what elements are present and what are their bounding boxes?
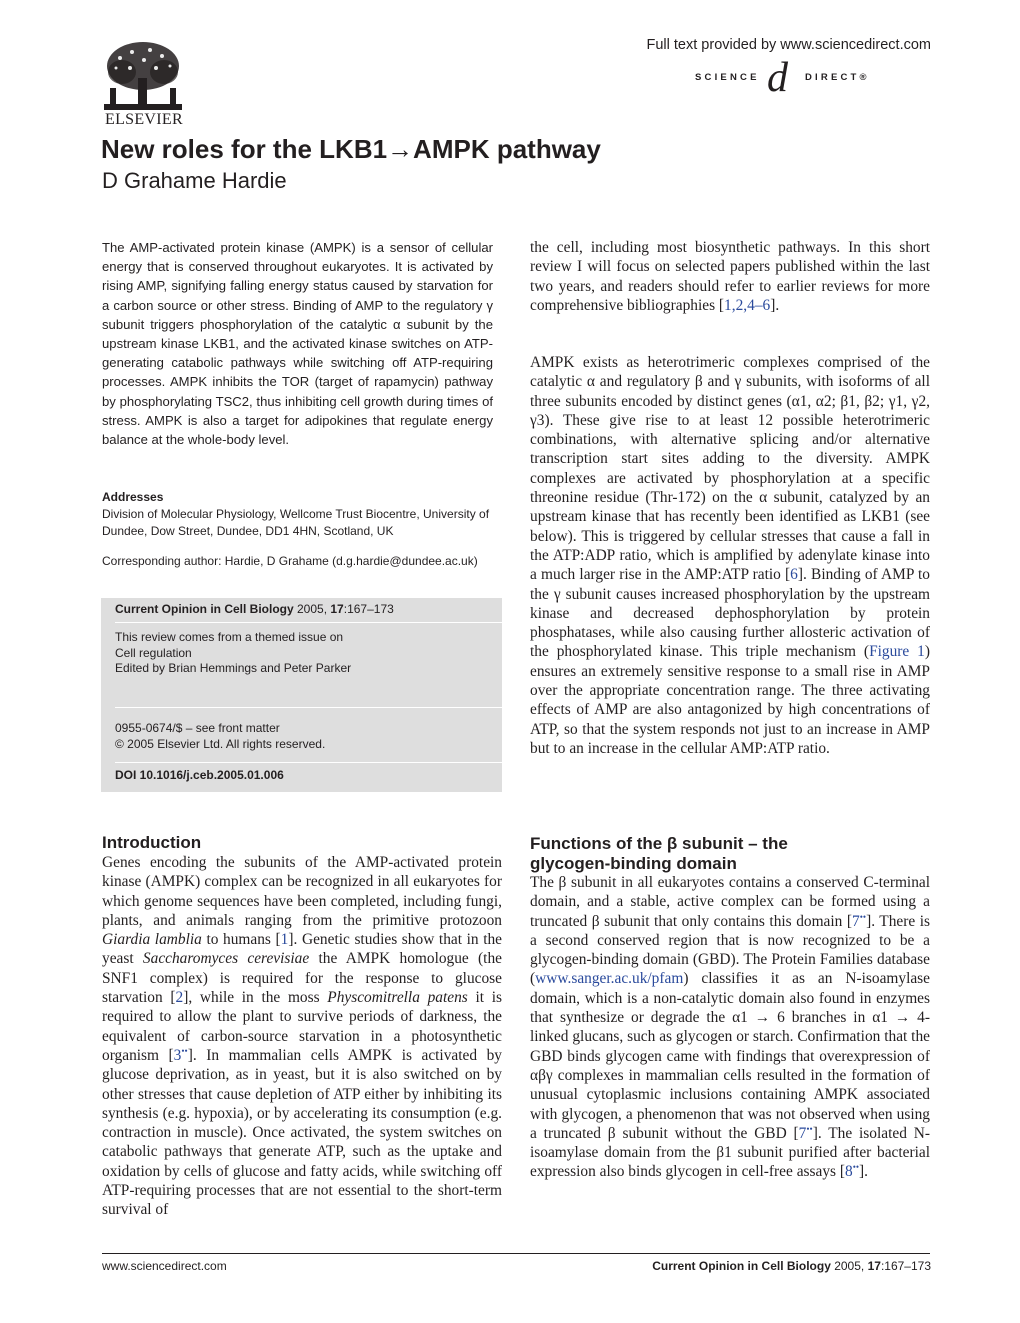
intro-species-2: Saccharomyces cerevisiae [142,950,310,968]
article-author: D Grahame Hardie [102,168,287,193]
publisher-name: ELSEVIER [105,111,183,128]
citation-importance-marker: •• [859,911,867,922]
citation-link[interactable]: 2 [175,989,184,1007]
beta-text-c: ) classifies it as an N-isoamylase domain, which is a non-catalytic domain also found in enzymes that synthesize or degrade the α1 → 6 branches in α1 → 4-linked glucans, such as glycogen or starch. Confirmation that the GBD binds glycogen came with findings that overexpression of αβγ complexes in mammalian cells resulted in the formation of unusual cytoplasmic inclusions containing AMPK associated with glycogen, a phenomenon that was not observed when using a truncated β subunit without the GBD [ [530,970,930,1142]
info-issn: 0955-0674/$ – see front matter [115,721,280,735]
footer-citation [652,1259,931,1273]
footer-pages: :167–173 [880,1259,931,1273]
info-divider [115,707,502,708]
figure-link[interactable]: Figure 1 [869,643,925,661]
beta-subunit-paragraph [530,873,930,1182]
intro-text-2b: the AMPK homologue (the SNF1 complex) is required for the response to glucose starvation [ [102,950,502,1007]
sciencedirect-logo[interactable] [695,55,875,101]
addresses-body: Division of Molecular Physiology, Wellcome Trust Biocentre, University of Dundee, Dow Street, Dundee, DD1 4HN, Scotland, UK [102,507,490,538]
info-doi[interactable]: DOI 10.1016/j.ceb.2005.01.006 [115,768,284,782]
intro-continued-paragraph [530,238,930,315]
beta-heading-line2: glycogen-binding domain [530,854,737,873]
info-journal-pages: :167–173 [343,602,394,616]
article-info-box [101,598,502,792]
beta-text-a: The β subunit in all eukaryotes contains a conserved C-terminal domain, and a stable, active complex can be formed using a truncated β subunit that only contains this domain [ [530,874,930,930]
citation-importance-marker: •• [181,1045,188,1056]
citation-link[interactable]: 7 [798,1124,807,1142]
abstract: The AMP-activated protein kinase (AMPK) is a sensor of cellular energy that is conserved throughout eukaryotes. It is activated by rising AMP, signifying falling energy status caused by starvation for a carbon source or other stress. Binding of AMP to the regulatory γ subunit triggers phosphorylation of the catalytic α subunit by the upstream kinase LKB1, and the activated kinase switches on ATP-generating catabolic pathways while switching off ATP-requiring processes. AMPK inhibits the TOR (target of rapamycin) pathway by phosphorylating TSC2, thus inhibiting cell growth during times of stress. AMPK is also a target for adipokines that regulate energy balance at the whole-body level. [102,240,493,448]
right-p1-text: the cell, including most biosynthetic pathways. In this short review I will focus on selected papers published within the last two years, and readers should refer to earlier reviews for more comprehensive bibliographies [ [530,239,930,314]
citation-importance-marker: •• [852,1162,860,1173]
citation-link[interactable]: 1,2,4–6 [724,296,771,314]
footer-divider [102,1253,930,1254]
beta-text-b: ]. There is a second conserved region that is now recognized to be a glycogen-binding domain (GBD). The Protein Families database ( [530,912,930,988]
corresponding-author: Corresponding author: Hardie, D Grahame (d.g.hardie@dundee.ac.uk) [102,554,478,568]
beta-text-e: ]. [859,1163,868,1181]
beta-heading-line1: Functions of the β subunit – the [530,834,788,853]
sd-logo-left: SCIENCE [695,72,760,83]
intro-text-2: ]. Genetic studies show that in the yeast [102,931,503,968]
footer-journal: Current Opinion in Cell Biology [652,1259,831,1273]
footer-website[interactable]: www.sciencedirect.com [102,1259,227,1273]
info-journal-volume: 17 [330,602,344,616]
info-journal-year: 2005, [293,602,331,616]
beta-text-d: ]. The isolated N-isoamylase domain from the β1 subunit purified after bacterial expression also binds glycogen in cell-free assays [ [530,1124,930,1181]
right-p2-b: ]. Binding of AMP to the γ subunit causes increased phosphorylation by the upstream kinase and decreased dephosphorylation by protein phosphatases, while also causing further allosteric activation of the phosphorylated kinase. This triple mechanism ( [530,566,930,661]
article-title: New roles for the LKB1→AMPK pathway [101,134,601,164]
citation-importance-marker: •• [806,1123,813,1134]
intro-species-3: Physcomitrella patens [327,989,468,1007]
info-journal-name: Current Opinion in Cell Biology [115,602,294,616]
info-themed-line3: Edited by Brian Hemmings and Peter Parker [115,661,352,676]
citation-link[interactable]: 3 [173,1046,182,1064]
intro-text-3: ], while in the moss [183,989,328,1007]
info-issn-block [115,721,325,752]
intro-species-1: Giardia lamblia [102,931,202,949]
intro-text-1b: to humans [ [201,931,281,949]
citation-link[interactable]: 1 [280,931,289,949]
citation-link[interactable]: 7 [852,912,860,930]
right-p2-a: AMPK exists as heterotrimeric complexes comprised of the catalytic α and regulatory β and γ subunits, with isoforms of all three subunits encoded by distinct genes (α1, α2; β1, β2; γ1, γ2, γ3). These give rise to at least 12 possible heterotrimeric combinations, with alternative splicing and/or alternative transcription start sites adding to the diversity. AMPK complexes are activated by phosphorylation at a specific threonine residue (Thr-172) on the α subunit, catalyzed by an upstream kinase that has recently been identified as LKB1 (see below). This is triggered by cellular stresses that cause a fall in the ATP:ADP ratio, which is amplified by adenylate kinase into a much larger rise in the AMP:ATP ratio [ [530,354,930,584]
info-divider [115,762,502,763]
intro-paragraph [102,853,502,1220]
section-heading-introduction: Introduction [102,833,202,852]
pfam-url-link[interactable]: www.sanger.ac.uk/pfam [535,970,684,988]
info-themed-line1: This review comes from a themed issue on [115,630,344,644]
info-journal-citation [115,602,394,616]
info-themed-line2: Cell regulation [115,645,192,660]
citation-link[interactable]: 6 [790,566,798,584]
right-p1-end: ]. [770,296,780,314]
fulltext-notice[interactable]: Full text provided by www.sciencedirect.com [646,37,931,53]
intro-text-1: Genes encoding the subunits of the AMP-activated protein kinase (AMPK) complex can be recognized in all eukaryotes for which genome sequences have been completed, including fungi, plants, and animals ranging from the primitive protozoon [102,854,502,929]
intro-text-3b: it is required to allow the plant to survive periods of darkness, the equivalent of carbon-source starvation in a photosynthetic organism [ [102,989,503,1064]
info-copyright: © 2005 Elsevier Ltd. All rights reserved. [115,736,326,751]
right-p2-c: ) ensures an extremely sensitive response to a small rise in AMP over the appropriate concentration range. The three activating effects of AMP are also antagonized by high concentrations of ATP, so that the system responds not just to an increase in AMP but to an increase in the cellular AMP:ATP ratio. [530,643,930,757]
addresses-heading: Addresses [102,490,164,504]
footer-year: 2005, [830,1259,868,1273]
ampk-structure-paragraph [530,353,930,758]
sd-logo-right: DIRECT® [805,72,870,83]
sd-logo-glyph: d [767,55,788,101]
info-themed-issue [115,630,351,677]
citation-link[interactable]: 8 [845,1163,853,1181]
intro-text-4: ]. In mammalian cells AMPK is activated by glucose deprivation, as in yeast, but it is also switched on by other stresses that cause depletion of ATP either by inhibiting its synthesis (e.g. hypoxia), or by accelerating its consumption (e.g. contraction in muscle). Once activated, the system switches on catabolic pathways that generate ATP, such as the uptake and oxidation by cells of glucose and fatty acids, while switching off ATP-requiring processes that are not essential to the short-term survival of [102,1046,502,1219]
footer-volume: 17 [867,1259,881,1273]
section-heading-beta-subunit [530,834,930,874]
tree-icon [100,38,186,114]
info-divider [115,622,502,623]
